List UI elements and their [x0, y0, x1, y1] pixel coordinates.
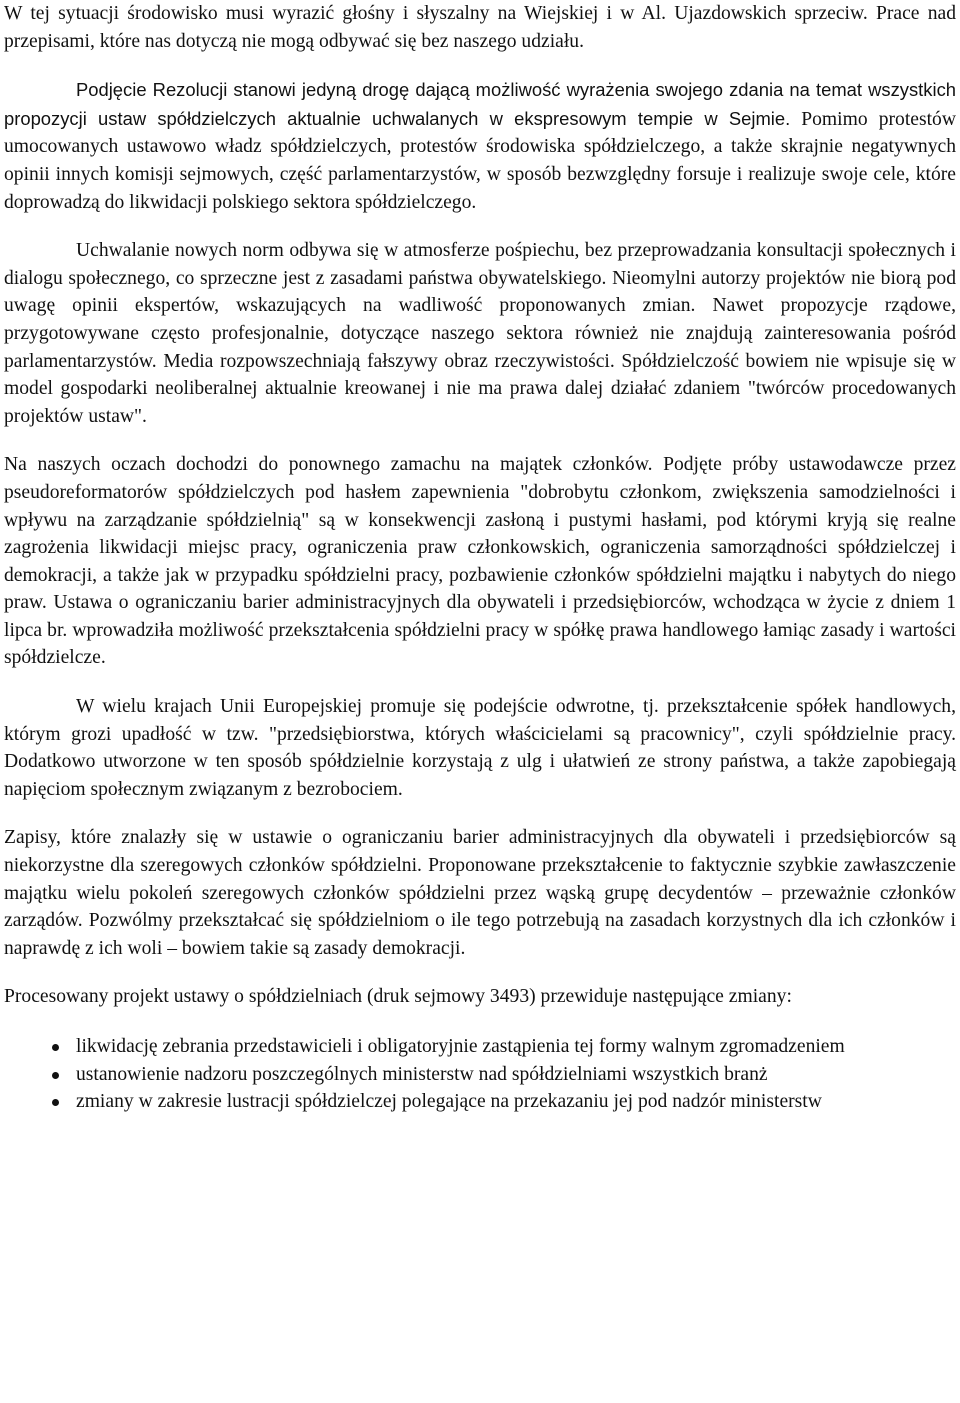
- paragraph-legislation-haste: Uchwalanie nowych norm odbywa się w atmosferze pośpiechu, bez przeprowadzania konsultacji społecznych i dialogu społecznego, co sprzeczne jest z zasadami państwa obywatelskiego. Nieomylni autorzy projektów nie biorą pod uwagę opinii ekspertów, wskazujących na wadliwość proponowanych zmian. Nawet propozycje rządowe, przygotowywane często profesjonalnie, dotyczące naszego sektora również nie znajdują zainteresowania pośród parlamentarzystów. Media rozpowszechniają fałszywy obraz rzeczywistości. Spółdzielczość bowiem nie wpisuje się w model gospodarki neoliberalnej aktualnie kreowanej i nie ma prawa dalej działać zdaniem "twórców procedowanych projektów ustaw".: [4, 240, 956, 427]
- document-page: [4, 0, 956, 1116]
- bullet-icon: [52, 1072, 59, 1079]
- bullet-icon: [52, 1099, 59, 1106]
- list-item-text: ustanowienie nadzoru poszczególnych ministerstw nad spółdzielniami wszystkich branż: [76, 1063, 768, 1085]
- list-item: [4, 1088, 956, 1116]
- list-item: [4, 1033, 956, 1061]
- list-item-text: zmiany w zakresie lustracji spółdzielczej polegające na przekazaniu jej pod nadzór ministerstw: [76, 1091, 822, 1113]
- list-item: [4, 1061, 956, 1089]
- paragraph-asset-threat: Na naszych oczach dochodzi do ponownego zamachu na majątek członków. Podjęte próby ustawodawcze przez pseudoreformatorów spółdzielczych pod hasłem zapewnienia "dobrobytu członkom, zwiększenia samodzielności i wpływu na zarządzanie spółdzielnią" są w konsekwencji zasłoną i pustymi hasłami, pod którymi kryją się realne zagrożenia likwidacji miejsc pracy, ograniczenia praw członkowskich, ograniczenia samorządności spółdzielczej i demokracji, a także jak w przypadku spółdzielni pracy, pozbawienie członków spółdzielni majątku i nabytych do niego praw. Ustawa o ograniczaniu barier administracyjnych dla obywateli i przedsiębiorców, wchodząca w życie z dniem 1 lipca br. wprowadziła możliwość przekształcenia spółdzielni pracy w spółkę prawa handlowego łamiąc zasady i wartości spółdzielcze.: [4, 454, 956, 669]
- paragraph-draft-law: Procesowany projekt ustawy o spółdzielniach (druk sejmowy 3493) przewiduje następujące zmiany:: [4, 986, 792, 1008]
- changes-list: [4, 1033, 956, 1116]
- paragraph-resolution-lead: Podjęcie Rezolucji stanowi jedyną drogę dającą możliwość wyrażenia swojego zdania na temat wszystkich propozycji ustaw spółdzielczych aktualnie uchwalanych w ekspresowym tempie w Sejmie.: [4, 79, 956, 129]
- paragraph-provisions: Zapisy, które znalazły się w ustawie o ograniczaniu barier administracyjnych dla obywateli i przedsiębiorców są niekorzystne dla szeregowych członków spółdzielni. Proponowane przekształcenie to faktycznie szybkie zawłaszczenie majątku wielu pokoleń szeregowych członków spółdzielni przez wąską grupę decydentów – przeważnie członków zarządów. Pozwólmy przekształcać się spółdzielniom o ile tego potrzebują na zasadach korzystnych dla ich członków i naprawdę z ich woli – bowiem takie są zasady demokracji.: [4, 827, 956, 959]
- list-item-text: likwidację zebrania przedstawicieli i obligatoryjnie zastąpienia tej formy walnym zgromadzeniem: [76, 1036, 845, 1057]
- paragraph-resolution: [4, 76, 956, 216]
- paragraph-intro: W tej sytuacji środowisko musi wyrazić głośny i słyszalny na Wiejskiej i w Al. Ujazdowskich sprzeciw. Prace nad przepisami, które nas dotyczą nie mogą odbywać się bez naszego udziału.: [4, 3, 956, 52]
- bullet-icon: [52, 1044, 59, 1051]
- paragraph-eu-comparison: W wielu krajach Unii Europejskiej promuje się podejście odwrotne, tj. przekształcenie spółek handlowych, którym grozi upadłość w tzw. "przedsiębiorstwa, których właścicielami są pracownicy", czyli spółdzielnie pracy. Dodatkowo utworzone w ten sposób spółdzielnie korzystają z ulg i ułatwień ze strony państwa, a także zapobiegają napięciom społecznym związanym z bezrobociem.: [4, 696, 956, 800]
- paragraph-resolution-rest: Pomimo protestów umocowanych ustawowo władz spółdzielczych, protestów środowiska spółdzielczego, a także skrajnie negatywnych opinii innych komisji sejmowych, część parlamentarzystów, w sposób bezwzględny forsuje i realizuje swoje cele, które doprowadzą do likwidacji polskiego sektora spółdzielczego.: [4, 108, 956, 213]
